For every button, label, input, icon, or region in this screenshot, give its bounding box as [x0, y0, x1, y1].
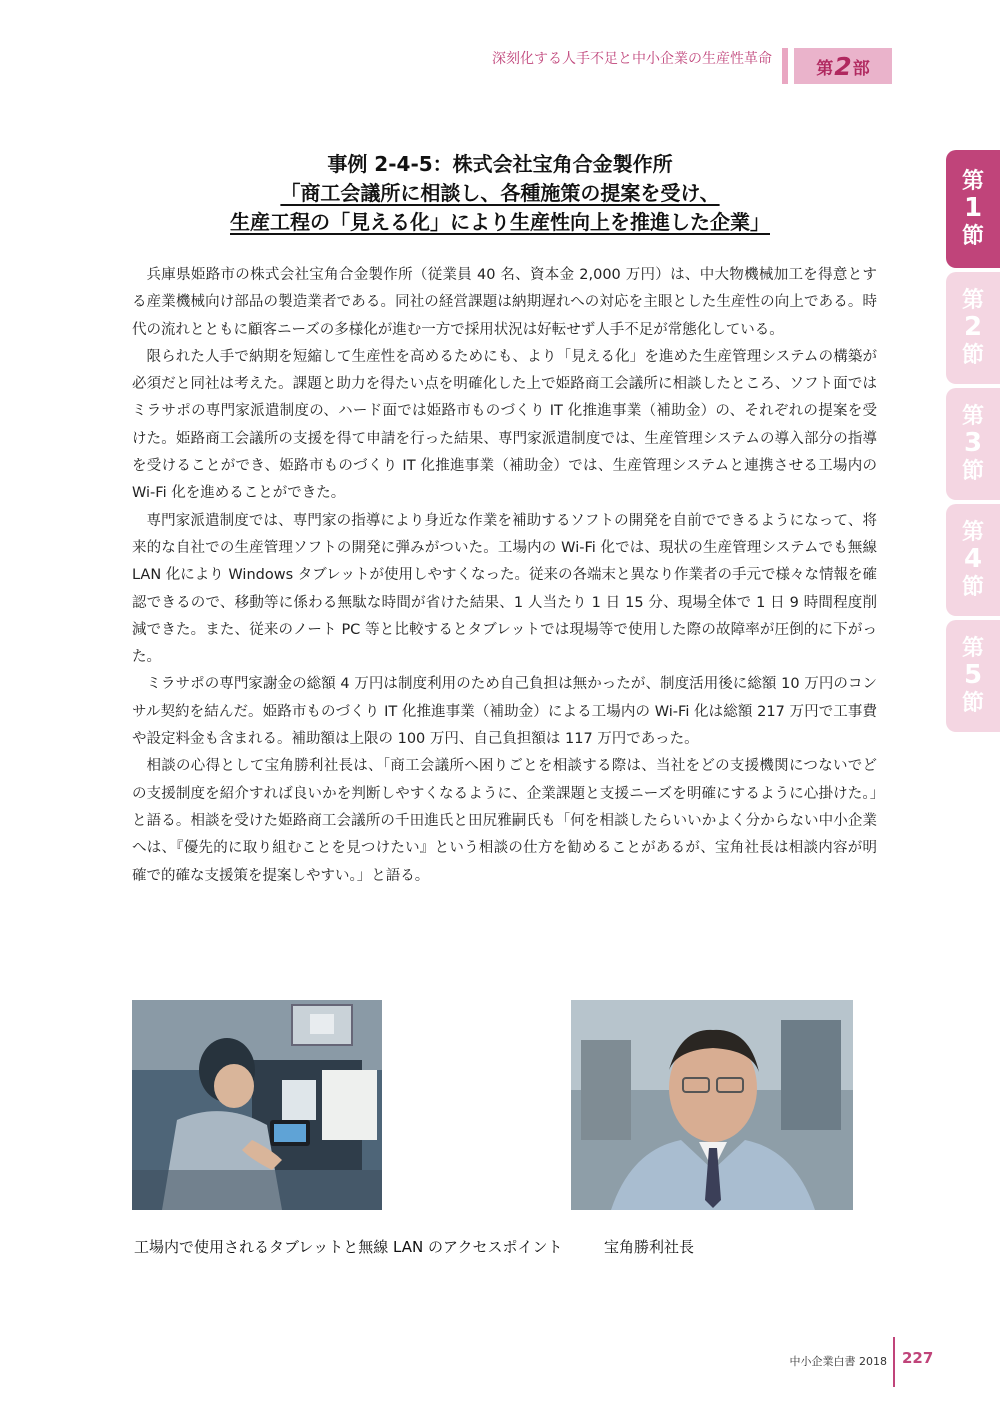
section-tabs — [946, 150, 1000, 736]
section-tab-number: 4 — [963, 544, 983, 575]
section-tab-3[interactable] — [946, 388, 1000, 500]
footer-publication-label: 中小企業白書 2018 — [789, 1355, 887, 1368]
photo-caption-president: 宝角勝利社長 — [604, 1238, 695, 1256]
section-tab-label: 第 — [961, 519, 984, 545]
section-tab-label: 節 — [961, 458, 984, 484]
section-tab-2[interactable] — [946, 272, 1000, 384]
section-tab-number: 3 — [963, 428, 983, 459]
section-tab-label: 節 — [961, 342, 984, 368]
case-title-line-2: 「商工会議所に相談し、各種施策の提案を受け、 — [280, 181, 720, 205]
president-portrait-photo — [571, 1000, 853, 1210]
part-number: 2 — [834, 51, 852, 81]
section-tab-label: 第 — [961, 168, 984, 194]
section-tab-1[interactable] — [946, 150, 1000, 268]
footer-divider — [893, 1337, 895, 1387]
section-tab-label: 第 — [961, 635, 984, 661]
paragraph: 兵庫県姫路市の株式会社宝角合金製作所（従業員 40 名、資本金 2,000 万円）は、中大物機械加工を得意とする産業機械向け部品の製造業者である。同社の経営課題は納期遅れへの対応を主眼とした生産性の向上である。時代の流れとともに顧客ニーズの多様化が進む一方で採用状況は好転せず人手不足が常態化している。 — [132, 267, 877, 338]
paragraph: 限られた人手で納期を短縮して生産性を高めるためにも、より「見える化」を進めた生産管理システムの構築が必須だと同社は考えた。課題と助力を得たい点を明確化した上で姫路商工会議所に相談したところ、ソフト面ではミラサポの専門家派遣制度の、ハード面では姫路市ものづくり IT 化推進事業（補助金）の、それぞれの提案を受けた。姫路商工会議所の支援を得て申請を行った結果、専門家派遣制度では、生産管理システムの導入部分の指導を受けることができ、姫路市ものづくり IT 化推進事業（補助金）では、生産管理システムと連携させる工場内の Wi-Fi 化を進めることができた。 — [132, 348, 877, 502]
running-header-title: 深刻化する人手不足と中小企業の生産性革命 — [492, 51, 772, 67]
section-tab-label: 節 — [961, 690, 984, 716]
section-tab-label: 節 — [961, 223, 984, 249]
factory-tablet-photo — [132, 1000, 382, 1210]
header-divider — [782, 48, 788, 84]
section-tab-4[interactable] — [946, 504, 1000, 616]
case-title-line-1: 事例 2-4-5：株式会社宝角合金製作所 — [327, 152, 673, 176]
section-tab-number: 1 — [963, 193, 983, 224]
section-tab-label: 第 — [961, 287, 984, 313]
case-title — [130, 150, 870, 237]
part-prefix: 第 — [816, 58, 834, 79]
section-tab-label: 第 — [961, 403, 984, 429]
section-tab-5[interactable] — [946, 620, 1000, 732]
paragraph: ミラサポの専門家謝金の総額 4 万円は制度利用のため自己負担は無かったが、制度活用後に総額 10 万円のコンサル契約を結んだ。姫路市ものづくり IT 化推進事業（補助金）による工場内の Wi-Fi 化は総額 217 万円で工事費や設定料金も含まれる。補助額は上限の 100 万円、自己負担額は 117 万円であった。 — [132, 676, 877, 748]
section-tab-label: 節 — [961, 574, 984, 600]
part-badge — [794, 48, 892, 84]
part-suffix: 部 — [852, 58, 870, 79]
page-number: 227 — [902, 1349, 934, 1367]
case-title-line-3: 生産工程の「見える化」により生産性向上を推進した企業」 — [230, 210, 770, 234]
section-tab-number: 5 — [963, 660, 983, 691]
section-tab-number: 2 — [963, 312, 983, 343]
article-body — [132, 262, 877, 890]
photo-caption-factory: 工場内で使用されるタブレットと無線 LAN のアクセスポイント — [134, 1238, 563, 1256]
paragraph: 専門家派遣制度では、専門家の指導により身近な作業を補助するソフトの開発を自前でできるようになって、将来的な自社での生産管理ソフトの開発に弾みがついた。工場内の Wi-Fi 化では、現状の生産管理システムでも無線 LAN 化により Windows タブレットが使用しやすくなった。従来の各端末と異なり作業者の手元で様々な情報を確認できるので、移動等に係わる無駄な時間が省けた結果、1 人当たり 1 日 15 分、現場全体で 1 日 9 時間程度削減できた。また、従来のノート PC 等と比較するとタブレットでは現場等で使用した際の故障率が圧倒的に下がった。 — [132, 512, 878, 666]
paragraph: 相談の心得として宝角勝利社長は、「商工会議所へ困りごとを相談する際は、当社をどの支援機関につないでどの支援制度を紹介すれば良いかを判断しやすくなるように、企業課題と支援ニーズを明確にするように心掛けた。」と語る。相談を受けた姫路商工会議所の千田進氏と田尻雅嗣氏も「何を相談したらいいかよく分からない中小企業へは、『優先的に取り組むことを見つけたい』という相談の仕方を勧めることがあるが、宝角社長は相談内容が明確で的確な支援策を提案しやすい。」と語る。 — [132, 758, 877, 884]
